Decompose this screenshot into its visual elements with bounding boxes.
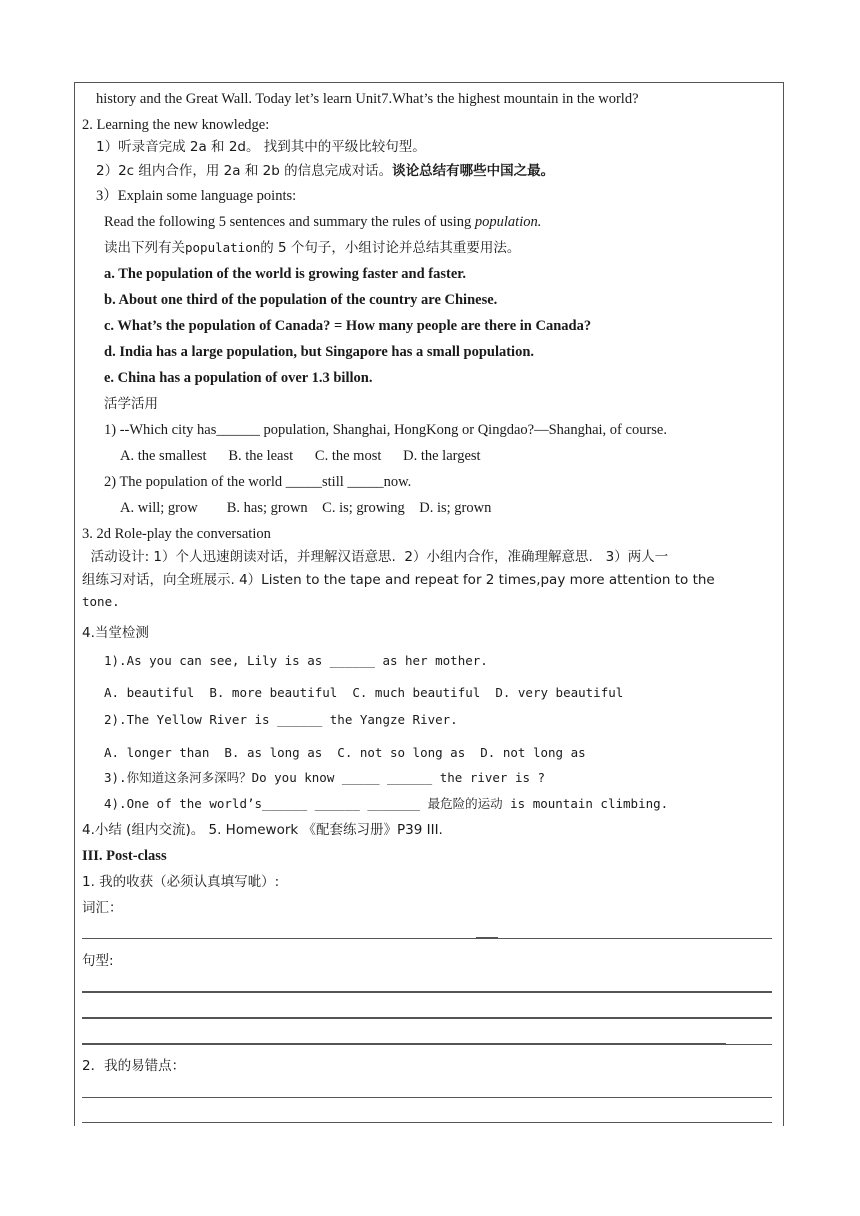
practice-question-2: 2) The population of the world _____still _____now. — [104, 474, 412, 490]
practice-question-1-options: A. the smallest B. the least C. the most D. the largest — [120, 448, 481, 464]
section2-step1: 1）听录音完成 2a 和 2d。 找到其中的平级比较句型。 — [96, 139, 426, 155]
section4-heading: 4.当堂检测 — [82, 625, 149, 641]
read-instruction-text: Read the following 5 sentences and summary the rules of using — [104, 214, 475, 230]
sentence-a: a. The population of the world is growing faster and faster. — [104, 266, 466, 282]
intro-line: history and the Great Wall. Today let’s learn Unit7.What’s the highest mountain in the world? — [96, 91, 639, 107]
vocab-line-mark — [476, 937, 498, 938]
sentence-pattern-label: 句型: — [82, 953, 114, 969]
summary-homework-line: 4.小结 (组内交流)。 5. Homework 《配套练习册》P39 III. — [82, 822, 443, 838]
section2-step2-emphasis: 谈论总结有哪些中国之最。 — [392, 163, 555, 179]
quiz-question-2: 2).The Yellow River is ______ the Yangze River. — [104, 712, 458, 727]
sentence-writing-line-1 — [82, 991, 772, 993]
mistakes-writing-line-2 — [82, 1122, 772, 1123]
practice-title: 活学活用 — [104, 396, 158, 412]
sentence-c: c. What’s the population of Canada? = How many people are there in Canada? — [104, 318, 592, 334]
quiz-question-3: 3).你知道这条河多深吗？Do you know _____ ______ the river is ? — [104, 770, 546, 785]
section2-step2-text: 2）2c 组内合作，用 2a 和 2b 的信息完成对话。 — [96, 163, 393, 179]
sentence-d: d. India has a large population, but Singapore has a small population. — [104, 344, 535, 360]
sentence-writing-line-2 — [82, 1017, 772, 1019]
quiz-question-1: 1).As you can see, Lily is as ______ as her mother. — [104, 653, 488, 668]
vocab-label: 词汇： — [82, 900, 123, 916]
read-instruction-word: population. — [474, 214, 542, 230]
post-class-heading: III. Post-class — [82, 848, 167, 864]
read-instruction-cn — [104, 238, 520, 258]
sentence-writing-line-3-tail — [726, 1044, 772, 1045]
gain-prompt: 1. 我的收获（必须认真填写呲）: — [82, 874, 280, 890]
vocab-writing-line — [82, 938, 772, 939]
read-cn-text-a: 读出下列有关 — [104, 240, 185, 256]
sentence-b: b. About one third of the population of the country are Chinese. — [104, 292, 498, 308]
read-cn-text-b: 的 5 个句子，小组讨论并总结其重要用法。 — [260, 240, 521, 256]
section3-line3: tone. — [82, 594, 120, 609]
read-cn-word: population — [185, 240, 261, 255]
section3-line1: 活动设计: 1）个人迅速朗读对话，并理解汉语意思. 2）小组内合作，准确理解意思. 3）两人一 — [82, 549, 669, 565]
quiz-question-2-options: A. longer than B. as long as C. not so long as D. not long as — [104, 745, 586, 760]
practice-question-1: 1) --Which city has______ population, Shanghai, HongKong or Qingdao?—Shanghai, of course. — [104, 422, 667, 438]
mistakes-writing-line-1 — [82, 1097, 772, 1098]
mistakes-label: 2．我的易错点： — [82, 1058, 186, 1074]
practice-question-2-options: A. will; grow B. has; grown C. is; growing D. is; grown — [120, 500, 492, 516]
sentence-e: e. China has a population of over 1.3 billon. — [104, 370, 373, 386]
section2-step2 — [96, 161, 554, 181]
section3-heading: 3. 2d Role-play the conversation — [82, 526, 271, 542]
quiz-question-4: 4).One of the world’s______ ______ _______ 最危险的运动 is mountain climbing. — [104, 796, 669, 811]
read-instruction — [104, 212, 541, 232]
section2-heading: 2. Learning the new knowledge: — [82, 117, 270, 133]
sentence-writing-line-3 — [82, 1043, 726, 1045]
quiz-question-1-options: A. beautiful B. more beautiful C. much beautiful D. very beautiful — [104, 685, 624, 700]
section3-line2: 组练习对话，向全班展示. 4）Listen to the tape and repeat for 2 times,pay more attention to the — [82, 572, 715, 588]
section2-step3: 3）Explain some language points: — [96, 188, 297, 204]
